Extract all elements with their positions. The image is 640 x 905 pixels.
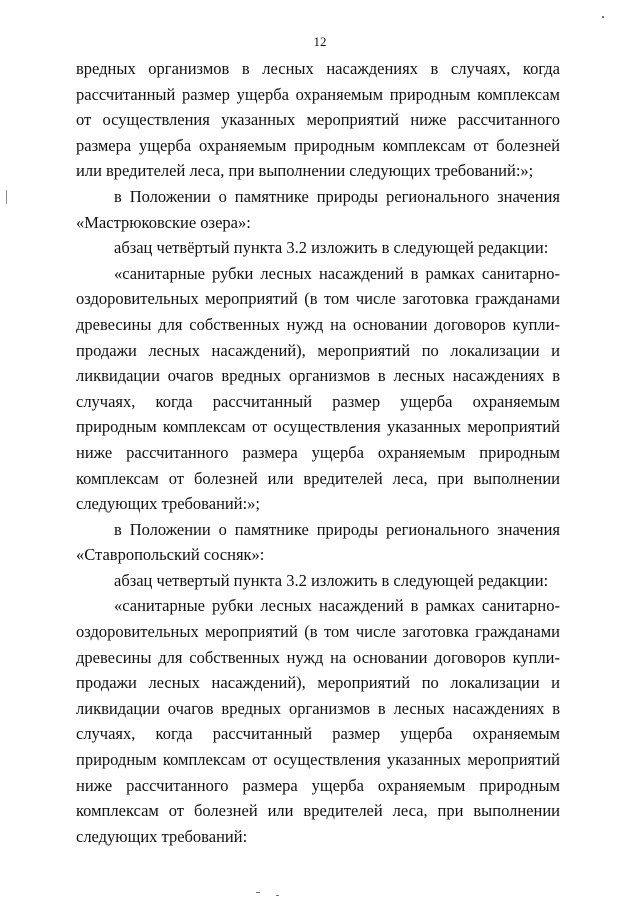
paragraph-continuation: вредных организмов в лесных насаждениях в случаях, когда рассчитанный размер ущерба охраняемым природным комплексам от осуществления указанных мероприятий ниже рассчитанного размера ущерба охраняемым природным комплексам от болезней или вредителей леса, при выполнении следующих требований:»;: [76, 59, 560, 181]
paragraph-amendment-text: «санитарные рубки лесных насаждений в рамках санитарно-оздоровительных мероприятий (в том числе заготовка гражданами древесины для собственных нужд на основании договоров купли-продажи лесных насаждений), мероприятий по локализации и ликвидации очагов вредных организмов в лесных насаждениях в случаях, когда рассчитанный размер ущерба охраняемым природным комплексам от осуществления указанных мероприятий ниже рассчитанного размера ущерба охраняемым природным комплексам от болезней или вредителей леса, при выполнении следующих требований:»;: [76, 263, 560, 514]
document-body: [76, 56, 560, 849]
scan-speck: [276, 895, 279, 896]
scan-speck: [256, 892, 260, 893]
paragraph-amendment-instruction: абзац четвертый пункта 3.2 изложить в следующей редакции:: [114, 570, 549, 590]
paragraph-amendment-instruction: абзац четвёртый пункта 3.2 изложить в следующей редакции:: [114, 238, 549, 258]
paragraph-mastryukovskie-intro: в Положении о памятнике природы регионального значения «Мастрюковские озера»:: [76, 186, 560, 232]
paragraph-stavropolsky-intro: в Положении о памятнике природы регионального значения «Ставропольский сосняк»:: [76, 519, 560, 565]
scan-speck: [602, 16, 604, 18]
paragraph-amendment-text: «санитарные рубки лесных насаждений в рамках санитарно-оздоровительных мероприятий (в том числе заготовка гражданами древесины для собственных нужд на основании договоров купли-продажи лесных насаждений), мероприятий по локализации и ликвидации очагов вредных организмов в лесных насаждениях в случаях, когда рассчитанный размер ущерба охраняемым природным комплексам от осуществления указанных мероприятий ниже рассчитанного размера ущерба охраняемым природным комплексам от болезней или вредителей леса, при выполнении следующих требований:: [76, 596, 560, 846]
scan-speck: [6, 190, 7, 204]
page-number: 12: [313, 34, 327, 49]
